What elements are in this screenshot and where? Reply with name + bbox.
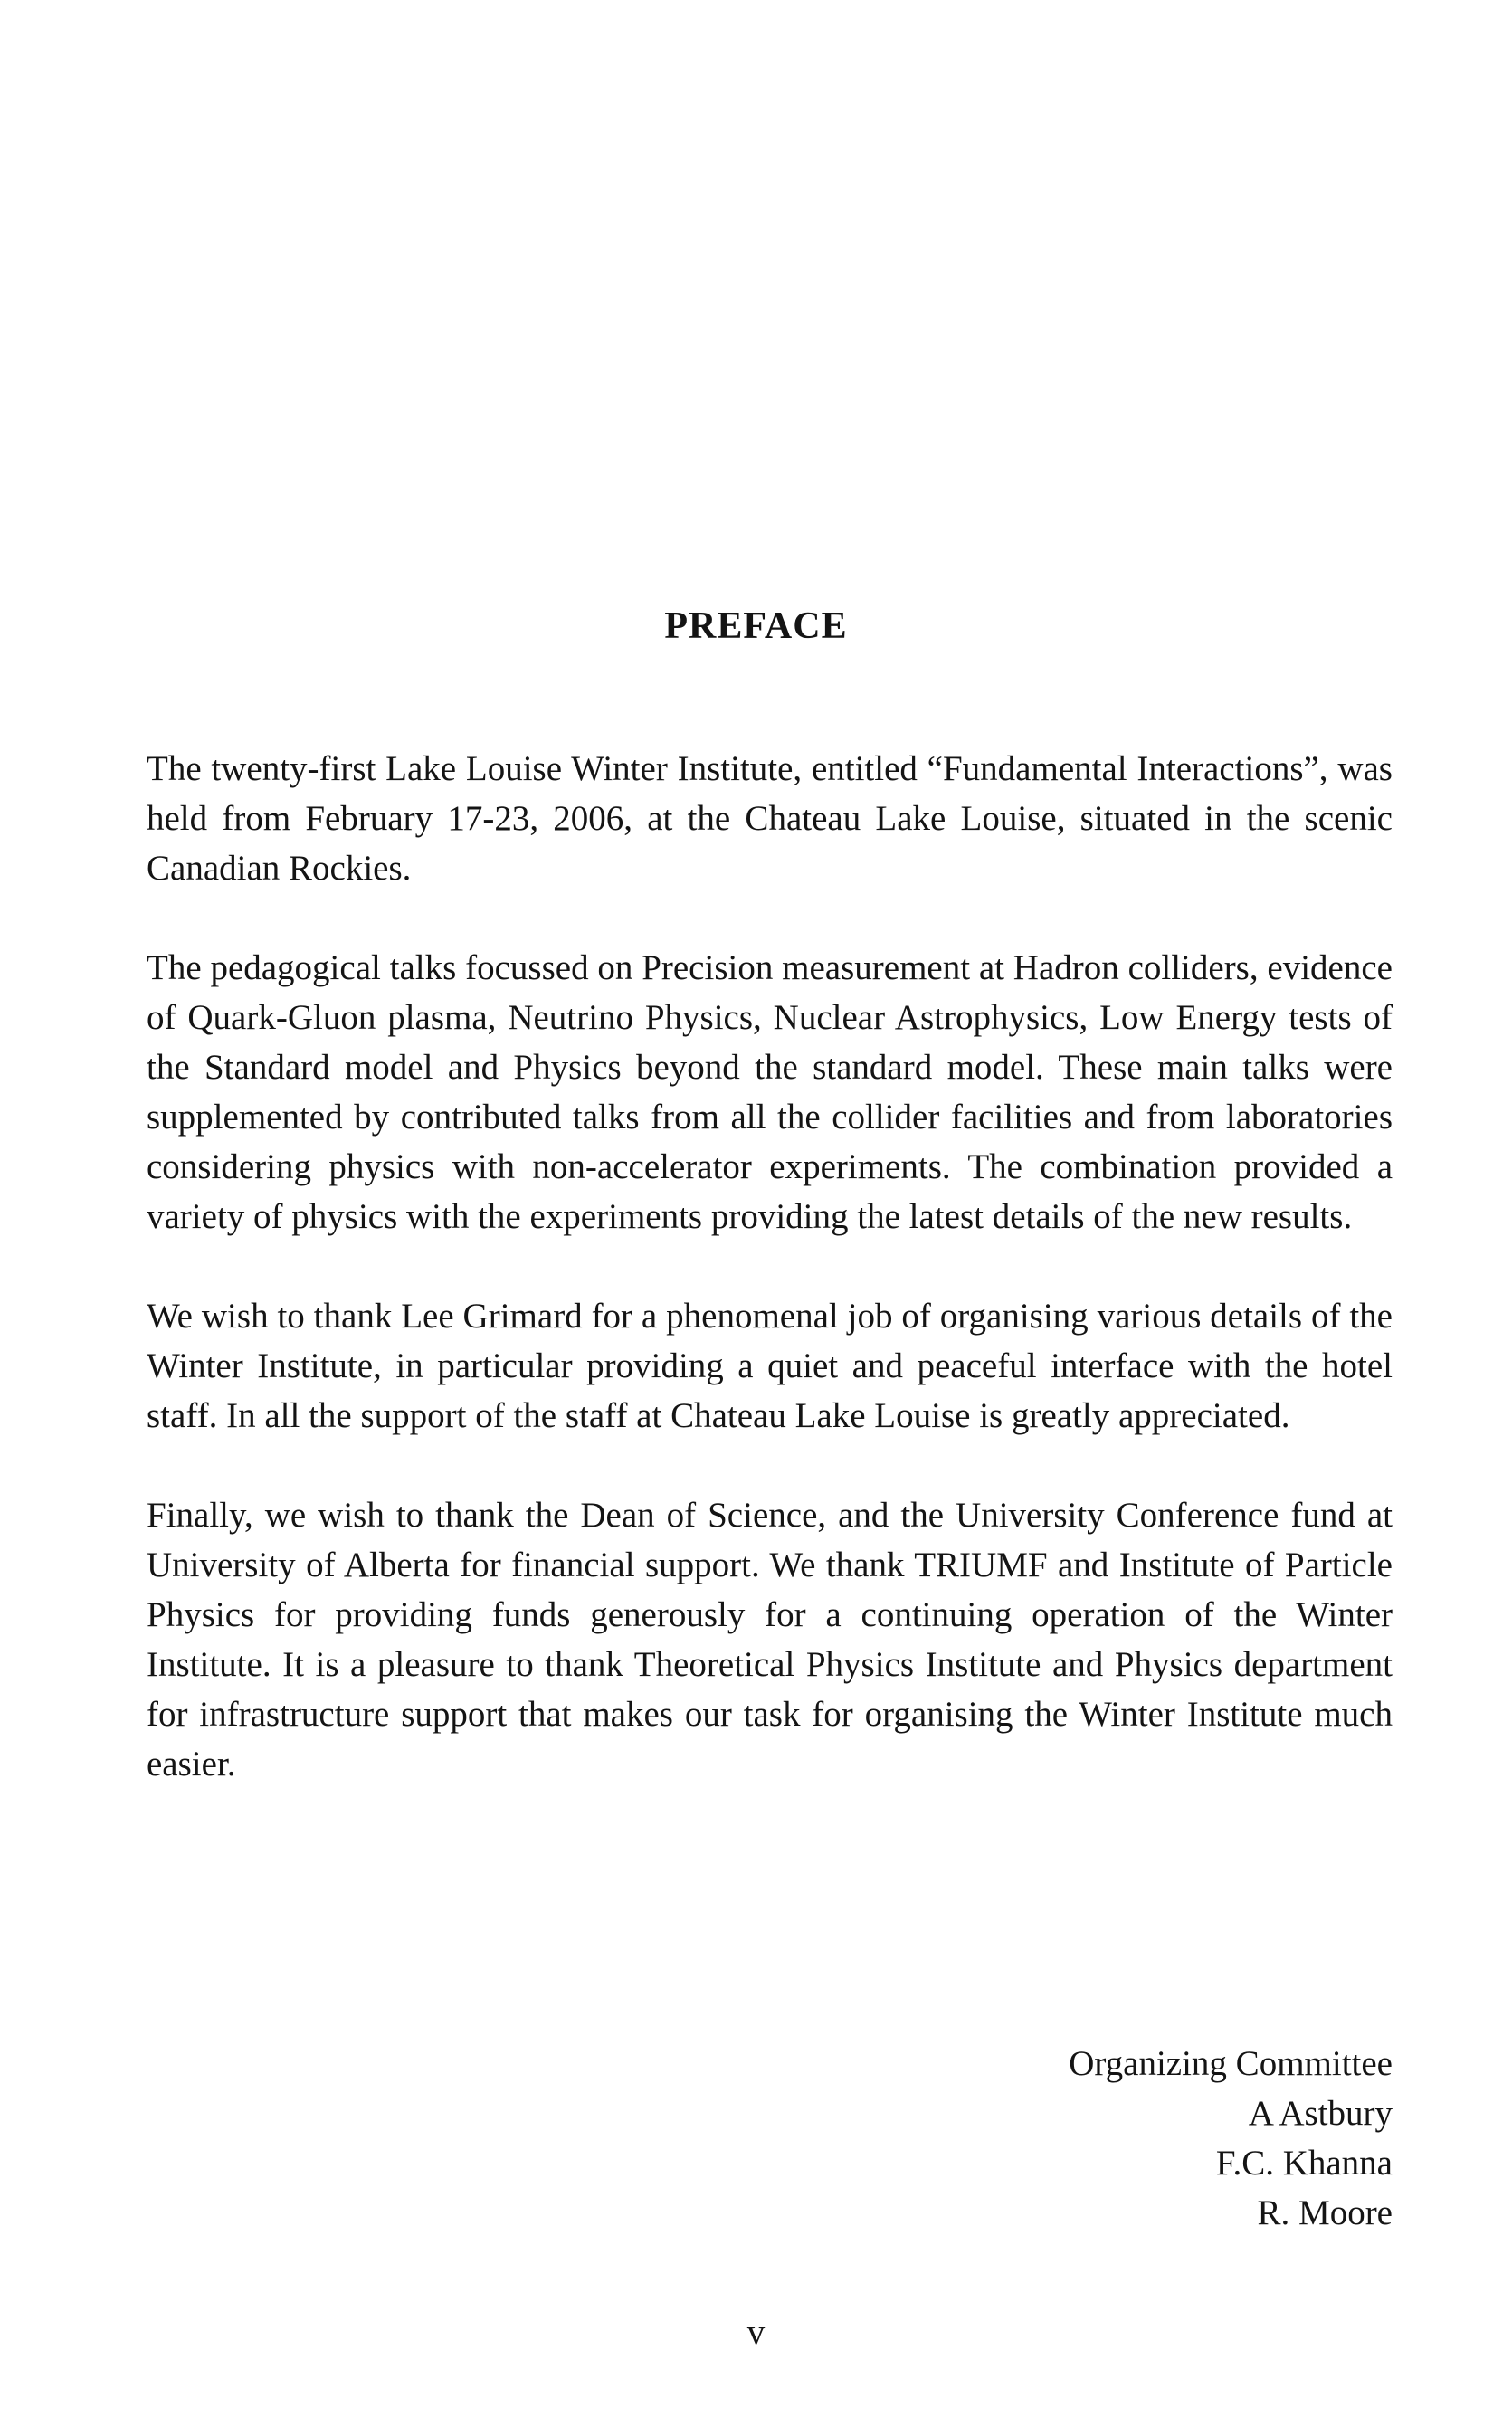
paragraph-introduction: The twenty-first Lake Louise Winter Institute, entitled “Fundamental Interactions”, was held from February 17-23, 2006, at the Chateau Lake Louise, situated in the scenic Canadian Rockies. — [147, 749, 1393, 888]
signature-name: R. Moore — [1257, 2193, 1393, 2232]
signature-name: F.C. Khanna — [1215, 2144, 1393, 2183]
signature-name: A Astbury — [1248, 2094, 1393, 2133]
page-number: v — [746, 2313, 766, 2352]
paragraph-talks: The pedagogical talks focussed on Precision measurement at Hadron colliders, evidence of Quark-Gluon plasma, Neutrino Physics, Nuclear Astrophysics, Low Energy tests of the Standard model and Physics beyond the standard model. These main talks were supplemented by contributed talks from all the collider facilities and from laboratories considering physics with non-accelerator experiments. The combination provided a variety of physics with the experiments providing the latest details of the new results. — [147, 948, 1393, 1236]
paragraph-thanks-organiser: We wish to thank Lee Grimard for a phenomenal job of organising various details of the Winter Institute, in particular providing a quiet and peaceful interface with the hotel staff. In all the support of the staff at Chateau Lake Louise is greatly appreciated. — [147, 1297, 1393, 1435]
page-title: PREFACE — [664, 605, 848, 647]
preface-body — [147, 744, 1393, 1839]
signature-heading: Organizing Committee — [1069, 2044, 1393, 2083]
paragraph-thanks-funding: Finally, we wish to thank the Dean of Science, and the University Conference fund at University of Alberta for financial support. We thank TRIUMF and Institute of Particle Physics for providing funds generously for a continuing operation of the Winter Institute. It is a pleasure to thank Theoretical Physics Institute and Physics department for infrastructure support that makes our task for organising the Winter Institute much easier. — [147, 1496, 1393, 1784]
signature-block — [1069, 2039, 1393, 2238]
